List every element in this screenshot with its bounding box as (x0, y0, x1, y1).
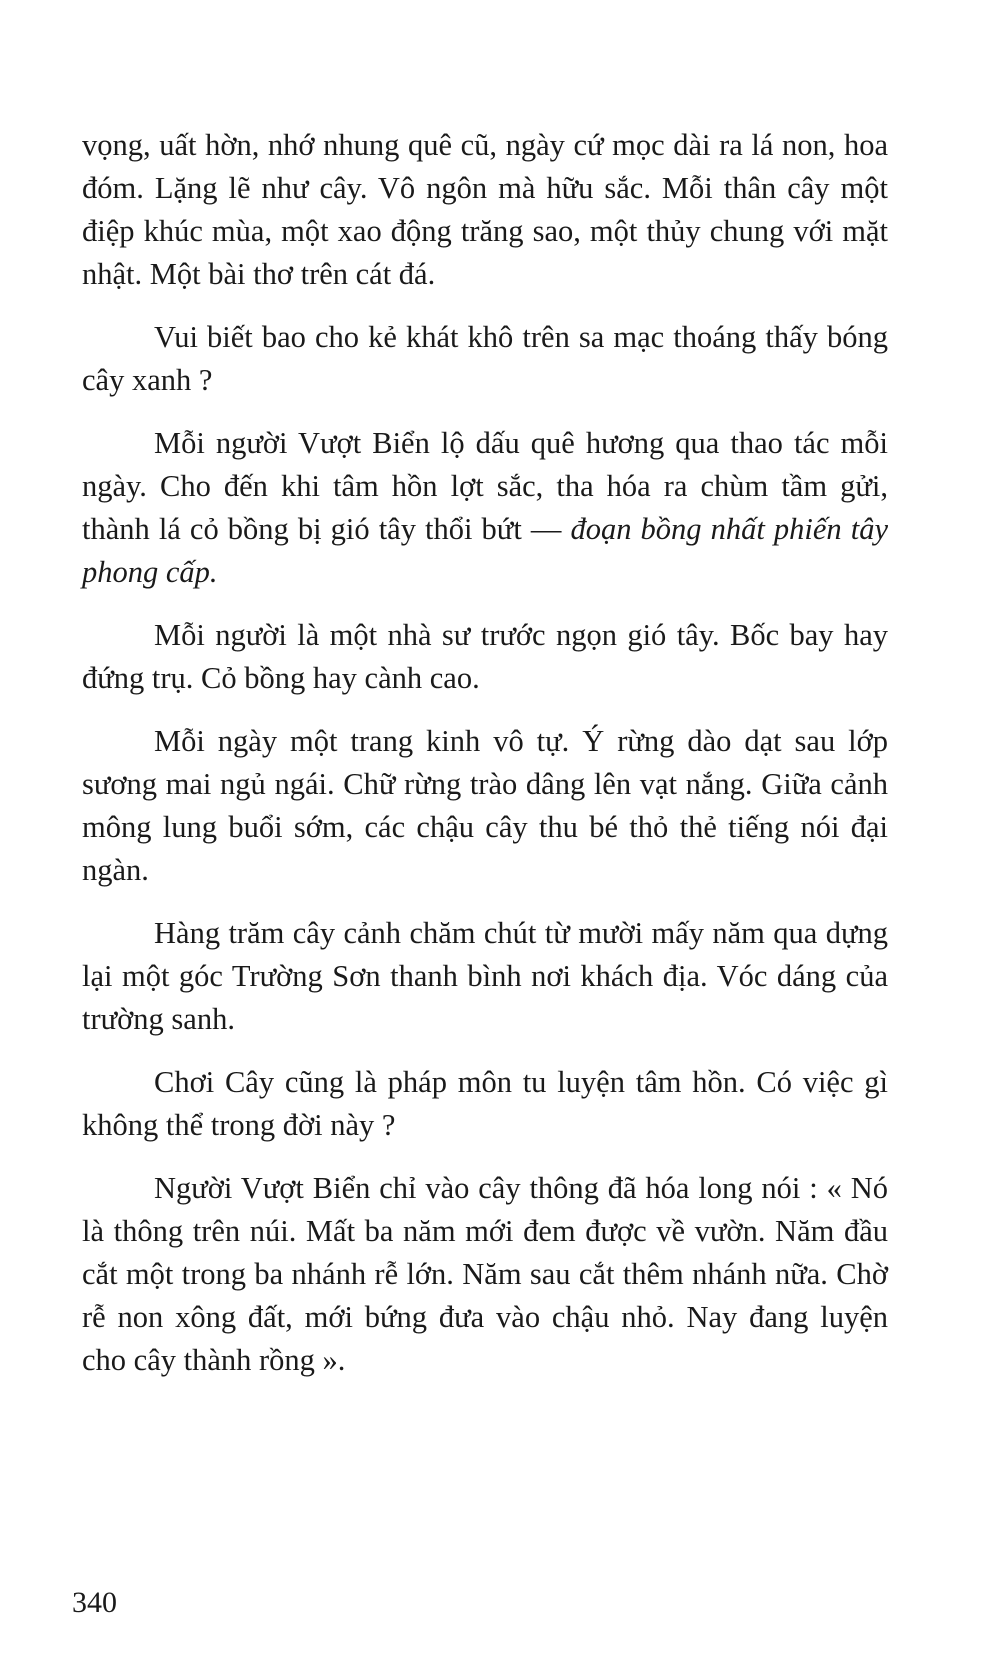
body-text (82, 124, 888, 1382)
paragraph-8: Người Vượt Biển chỉ vào cây thông đã hóa long nói : « Nó là thông trên núi. Mất ba năm mới đem được về vườn. Năm đầu cắt một trong ba nhánh rễ lớn. Năm sau cắt thêm nhánh nữa. Chờ rễ non xông đất, mới bứng đưa vào chậu nhỏ. Nay đang luyện cho cây thành rồng ». (82, 1171, 888, 1377)
paragraph-6: Hàng trăm cây cảnh chăm chút từ mười mấy năm qua dựng lại một góc Trường Sơn thanh bình nơi khách địa. Vóc dáng của trường sanh. (82, 916, 888, 1036)
paragraph-3-text: Mỗi người Vượt Biển lộ dấu quê hương qua thao tác mỗi ngày. Cho đến khi tâm hồn lợt sắc, tha hóa ra chùm tầm gửi, thành lá cỏ bồng bị gió tây thổi bứt — (82, 426, 888, 546)
paragraph-1: vọng, uất hờn, nhớ nhung quê cũ, ngày cứ mọc dài ra lá non, hoa đóm. Lặng lẽ như cây. Vô ngôn mà hữu sắc. Mỗi thân cây một điệp khúc mùa, một xao động trăng sao, một thủy chung với mặt nhật. Một bài thơ trên cát đá. (82, 128, 888, 291)
paragraph-3-italic-quote: đoạn bồng nhất phiến tây phong cấp. (82, 512, 888, 589)
paragraph-7: Chơi Cây cũng là pháp môn tu luyện tâm hồn. Có việc gì không thể trong đời này ? (82, 1065, 888, 1142)
page-number: 340 (72, 1586, 117, 1619)
paragraph-2: Vui biết bao cho kẻ khát khô trên sa mạc thoáng thấy bóng cây xanh ? (82, 320, 888, 397)
paragraph-5: Mỗi ngày một trang kinh vô tự. Ý rừng dào dạt sau lớp sương mai ngủ ngái. Chữ rừng trào dâng lên vạt nắng. Giữa cảnh mông lung buổi sớm, các chậu cây thu bé thỏ thẻ tiếng nói đại ngàn. (82, 724, 888, 887)
paragraph-3 (82, 422, 888, 594)
paragraph-4: Mỗi người là một nhà sư trước ngọn gió tây. Bốc bay hay đứng trụ. Cỏ bồng hay cành cao. (82, 618, 888, 695)
